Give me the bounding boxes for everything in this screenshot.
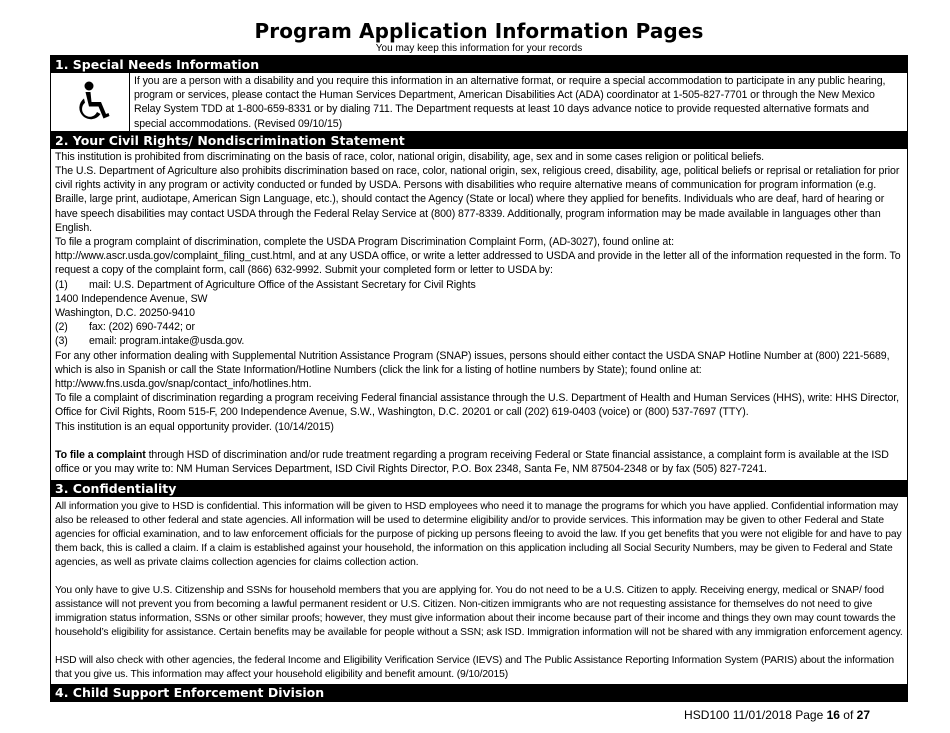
- page-title: Program Application Information Pages: [254, 19, 704, 43]
- confidentiality-p3: HSD will also check with other agencies, the federal Income and Eligibility Verification Service (IEVS) and The Public Assistance Reporting Information System (PARIS) about the information that you give us. This information may affect your household eligibility and benefit amount. (9/10/2015): [55, 655, 894, 681]
- list-item: [55, 278, 903, 292]
- list-text: email: program.intake@usda.gov.: [89, 335, 245, 348]
- document-page: [50, 0, 908, 702]
- list-item: [55, 334, 903, 348]
- civil-rights-p1: This institution is prohibited from discriminating on the basis of race, color, national origin, disability, age, sex and in some cases religion or political beliefs.: [55, 150, 765, 163]
- page-footer: [684, 708, 870, 722]
- list-text: fax: (202) 690-7442; or: [89, 321, 195, 334]
- page-number: 16: [826, 708, 840, 722]
- address-line-2: Washington, D.C. 20250-9410: [55, 307, 195, 320]
- form-id: HSD100 11/01/2018 Page: [684, 708, 827, 722]
- list-number: (1): [55, 278, 68, 291]
- list-item: [55, 320, 903, 334]
- complaint-lead: To file a complaint: [55, 448, 146, 461]
- spacer: [55, 640, 903, 654]
- civil-rights-p3: To file a program complaint of discrimination, complete the USDA Program Discrimination Complaint Form, (AD-3027), found online at: http://www.ascr.usda.gov/complaint_filing_cust.html, and at any USDA office, or write a letter addressed to USDA and provide in the letter all of the information requested in the form. To request a copy of the complaint form, call (866) 632-9992. Submit your completed form or letter to USDA by:: [55, 236, 901, 277]
- civil-rights-heading: 2. Your Civil Rights/ Nondiscrimination Statement: [51, 132, 907, 149]
- list-number: (3): [55, 335, 68, 348]
- of-label: of: [839, 708, 857, 722]
- wheelchair-accessibility-icon: [70, 81, 110, 123]
- page-total: 27: [856, 708, 870, 722]
- sections-box: [50, 55, 908, 702]
- confidentiality-heading: 3. Confidentiality: [51, 480, 907, 497]
- address-line-1: 1400 Independence Avenue, SW: [55, 292, 208, 305]
- complaint-text: through HSD of discrimination and/or rude treatment regarding a program receiving Federal or State financial assistance, a complaint form is available at the ISD office or you may write to: NM Human Services Department, ISD Civil Rights Director, P.O. Box 2348, Santa Fe, NM 87504-2348 or by fax (505) 827-7241.: [55, 448, 889, 476]
- list-number: (2): [55, 321, 68, 334]
- civil-rights-body: [51, 149, 907, 480]
- civil-rights-p6: This institution is an equal opportunity provider. (10/14/2015): [55, 420, 334, 433]
- page-subtitle: You may keep this information for your records: [375, 43, 583, 54]
- confidentiality-p2: You only have to give U.S. Citizenship and SSNs for household members that you are applying for. You do not need to be a U.S. Citizen to apply. Receiving energy, medical or SNAP/ food assistance will not prevent you from becoming a lawful permanent resident or U.S. Citizen. Non-citizen immigrants who are not requesting assistance for themselves do not need to give immigration status information, SSNs or other similar proofs; however, they must give information about their income because part of their income and things they own may count towards the household’s eligibility for assistance. Certain benefits may be available for people without a SSN; ask ISD. Immigration information will not be shared with any immigration enforcement agency.: [55, 585, 903, 639]
- spacer: [55, 434, 903, 448]
- special-needs-text: If you are a person with a disability and you require this information in an alternative format, or require a special accommodation to participate in any public hearing, program or services, please contact the Human Services Department, American Disabilities Act (ADA) coordinator at 1-505-827-7701 or through the New Mexico Relay System TDD at 1-800-659-8331 or by dialing 711. The Department requests at least 10 days advance notice to provide requested alternative formats and special accommodations. (Revised 09/10/15): [134, 75, 886, 130]
- confidentiality-body: [51, 497, 907, 684]
- civil-rights-p2: The U.S. Department of Agriculture also prohibits discrimination based on race, color, national origin, sex, religious creed, disability, age, political beliefs or reprisal or retaliation for prior civil rights activity in any program or activity conducted or funded by USDA. Persons with disabilities who require alternative means of communication for program information (e.g. Braille, large print, audiotape, American Sign Language, etc.), should contact the Agency (State or local) where they applied for benefits. Individuals who are deaf, hard of hearing or have speech disabilities may contact USDA through the Federal Relay Service at (800) 877-8339. Additionally, program information may be made available in languages other than English.: [55, 165, 900, 234]
- list-text: mail: U.S. Department of Agriculture Office of the Assistant Secretary for Civil Rights: [89, 278, 476, 291]
- civil-rights-p7: [55, 448, 903, 476]
- special-needs-row: [51, 73, 907, 132]
- icon-cell: [51, 73, 130, 131]
- spacer: [55, 570, 903, 584]
- child-support-heading: 4. Child Support Enforcement Division: [51, 684, 907, 701]
- special-needs-heading: 1. Special Needs Information: [51, 56, 907, 73]
- civil-rights-p5: To file a complaint of discrimination regarding a program receiving Federal financial assistance through the U.S. Department of Health and Human Services (HHS), write: HHS Director, Office for Civil Rights, Room 515-F, 200 Independence Avenue, S.W., Washington, D.C. 20201 or call (202) 619-0403 (voice) or (800) 537-7697 (TTY).: [55, 392, 899, 419]
- confidentiality-p1: All information you give to HSD is confidential. This information will be given to HSD employees who need it to manage the programs for which you have applied. Confidential information may also be released to other federal and state agencies. All information will be used to determine eligibility and/or to provide services. This information may be given to other Federal and State agencies for official examination, and to law enforcement officials for the purpose of picking up persons fleeing to avoid the law. If you get benefits that you were not eligible for and have to pay them back, this is called a claim. If a claim is established against your household, the information on this application including all Social Security Numbers, may be given to Federal and State agencies, as well as private claims collection agencies for claims collection action.: [55, 501, 902, 569]
- civil-rights-p4: For any other information dealing with Supplemental Nutrition Assistance Program (SNAP) issues, persons should either contact the USDA SNAP Hotline Number at (800) 221-5689, which is also in Spanish or call the State Information/Hotline Numbers (click the link for a listing of hotline numbers by State); found online at: http://www.fns.usda.gov/snap/contact_info/hotlines.htm.: [55, 349, 890, 391]
